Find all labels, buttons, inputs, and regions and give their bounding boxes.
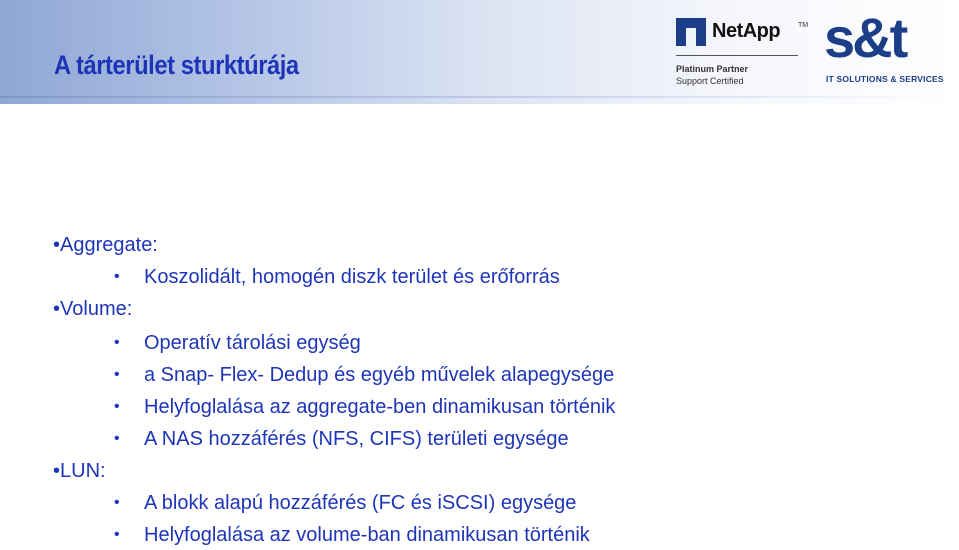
netapp-wordmark: NetApp — [712, 20, 781, 42]
bullet-icon: • — [114, 334, 120, 351]
snt-wordmark: s&t — [824, 6, 906, 69]
snt-tagline: IT SOLUTIONS & SERVICES — [826, 74, 944, 84]
netapp-partner-level: Platinum Partner — [676, 64, 749, 74]
section-heading-volume: •Volume: — [53, 298, 133, 320]
list-item: • Helyfoglalása az volume-ban dinamikusan történik — [114, 524, 590, 546]
bullet-icon: • — [53, 460, 61, 482]
bullet-icon: • — [53, 234, 61, 256]
bullet-icon: • — [114, 430, 120, 447]
bullet-icon: • — [114, 526, 120, 543]
bullet-icon: • — [114, 494, 120, 511]
list-item: • Operatív tárolási egység — [114, 332, 361, 354]
bullet-icon: • — [53, 298, 61, 320]
section-heading-lun: •LUN: — [53, 460, 106, 482]
netapp-trademark: TM — [798, 22, 809, 29]
netapp-certification: Support Certified — [676, 76, 744, 86]
list-item: • Koszolidált, homogén diszk terület és erőforrás — [114, 266, 560, 288]
list-item: • a Snap- Flex- Dedup és egyéb művelek alapegysége — [114, 364, 615, 386]
section-heading-aggregate: •Aggregate: — [53, 234, 158, 256]
bullet-icon: • — [114, 366, 120, 383]
list-item: • A blokk alapú hozzáférés (FC és iSCSI) egysége — [114, 492, 577, 514]
bullet-icon: • — [114, 268, 120, 285]
list-item: • A NAS hozzáférés (NFS, CIFS) területi egysége — [114, 428, 569, 450]
bullet-icon: • — [114, 398, 120, 415]
slide-title: A tárterület sturktúrája — [54, 50, 299, 80]
list-item: • Helyfoglalása az aggregate-ben dinamikusan történik — [114, 396, 616, 418]
